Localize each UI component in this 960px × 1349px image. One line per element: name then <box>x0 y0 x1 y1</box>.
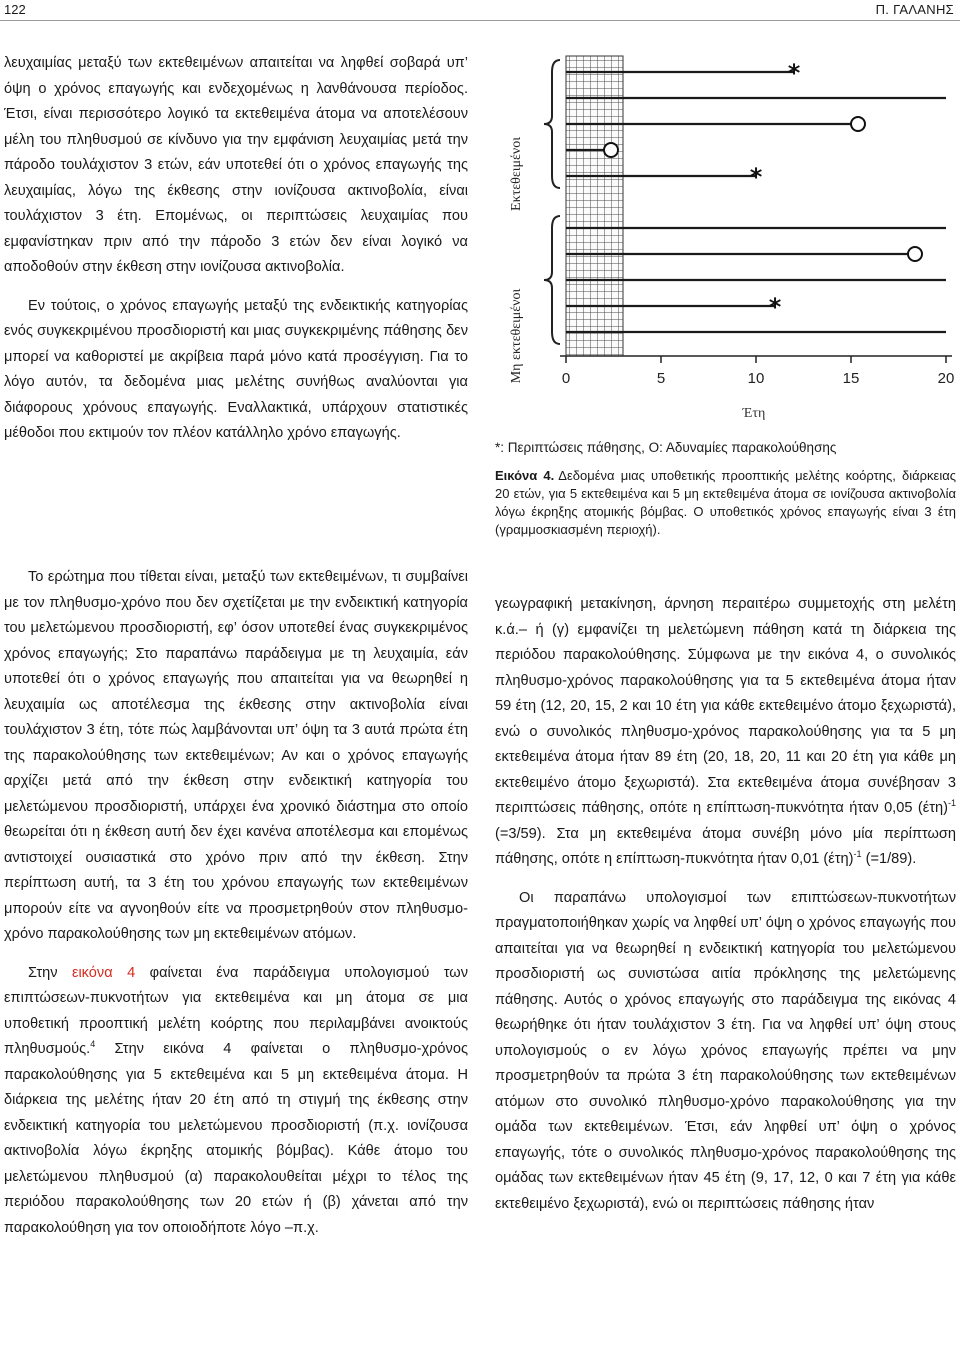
figure-reference-link[interactable]: εικόνα 4 <box>71 964 136 981</box>
group-brace <box>544 216 560 344</box>
x-tick-label: 15 <box>842 370 860 387</box>
text-run: (=1/89). <box>861 851 917 867</box>
loss-to-follow-up-marker <box>851 117 865 131</box>
unexposed-group-label: Μη εκτεθειμένοι <box>509 288 524 384</box>
left-column-top <box>4 51 468 447</box>
text-run: Στην εικόνα 4 φαίνεται ο πληθυσμο-χρόνος παρακολούθησης για 5 εκτεθειμένα και 5 μη εκτεθειμένα άτομα. Η διάρκεια της μελέτης ήταν 20 έτη από τη στιγμή της έκθεσης στην ενδεικτική κατηγορία του μελετώμενου προσδιοριστή (π.χ. ιονίζουσα ακτινοβολία λόγω έκρηξης ατομικής βόμβας). Κάθε άτομο του μελετώμενου πληθυσμού (α) παρακολουθείται μέχρι το τέλος της περιόδου παρακολούθησης των 20 ετών ή (β) χάνεται από την παρακολούθηση για τον οποιοδήποτε λόγο –π.χ. <box>4 1041 468 1236</box>
figure-caption <box>495 467 956 539</box>
x-tick-label: 0 <box>561 370 571 387</box>
paragraph: Εν τούτοις, ο χρόνος επαγωγής μεταξύ της ενδεικτικής κατηγορίας ενός συγκεκριμένου προσδιοριστή και μιας συγκεκριμένης πάθησης δεν μπορεί να καθοριστεί με ακρίβεια παρά μόνο κατά προσέγγιση. Για το λόγο αυτόν, τα δεδομένα μιας μελέτης συνήθως αναλύονται για διάφορους χρόνους επαγωγής. Εναλλακτικά, υπάρχουν στατιστικές μέθοδοι που εκτιμούν τον πλέον κατάλληλο χρόνο επαγωγής. <box>4 297 468 441</box>
caption-label: Εικόνα 4. <box>495 468 555 483</box>
text-run: Στην <box>28 964 72 981</box>
paragraph <box>495 592 956 873</box>
text-run: (=3/59). Στα μη εκτεθειμένα άτομα συνέβη μόνο μία περίπτωση πάθησης, οπότε η επίπτωση-πυκνότητα ήταν 0,01 (έτη) <box>495 825 956 867</box>
figure-4 <box>492 46 956 438</box>
left-column-bottom <box>4 565 468 1241</box>
page-number: 122 <box>4 2 26 17</box>
header-rule <box>0 20 960 21</box>
paragraph: Οι παραπάνω υπολογισμοί των επιπτώσεων-πυκνοτήτων πραγματοποιήθηκαν χωρίς να ληφθεί υπ’ όψη ο χρόνος επαγωγής που απαιτείται για να θεωρηθεί η ενδεικτική κατηγορία του μελετώμενου προσδιοριστή ως συνιστώσα αιτία πρόκλησης της μελετώμενης πάθησης. Αυτός ο χρόνος επαγωγής στο παράδειγμα της εικόνας 4 θεωρήθηκε ότι ήταν τουλάχιστον 3 έτη. Για να ληφθεί υπ’ όψη στους υπολογισμούς ο εν λόγω χρόνος επαγωγής πρέπει να μην προσμετρηθούν τα πρώτα 3 έτη παρακολούθησης των εκτεθειμένων ατόμων στο συνολικό πληθυσμο-χρόνο παρακολούθησης για την ομάδα των εκτεθειμένων. Έτσι, εάν ληφθεί υπ’ όψη ο χρόνος επαγωγής, τότε ο συνολικός πληθυσμο-χρόνος παρακολούθησης της ομάδας των εκτεθειμένων ήταν 45 έτη (9, 17, 12, 0 και 7 έτη για κάθε εκτεθειμένο ξεχωριστά), ενώ οι περιπτώσεις πάθησης ήταν <box>495 889 956 1212</box>
loss-to-follow-up-marker <box>908 247 922 261</box>
x-axis-label: Έτη <box>742 406 766 421</box>
citation-superscript: 4 <box>90 1039 96 1050</box>
induction-period-region <box>566 56 623 356</box>
exponent-superscript: -1 <box>853 849 862 860</box>
caption-text: Δεδομένα μιας υποθετικής προοπτικής μελέτης κοόρτης, διάρκειας 20 ετών, για 5 εκτεθειμένα και 5 μη εκτεθειμένα άτομα σε ιονίζουσα ακτινοβολία λόγω έκρηξης ατομικής βόμβας. Ο υποθετικός χρόνος επαγωγής είναι 3 έτη (γραμμοσκιασμένη περιοχή). <box>495 468 956 537</box>
exponent-superscript: -1 <box>947 798 956 809</box>
loss-to-follow-up-marker <box>604 143 618 157</box>
right-column-bottom <box>495 592 956 1217</box>
text-run: φαίνεται ένα παράδειγμα υπολογισμού των επιπτώσεων-πυκνοτήτων για εκτεθειμένα και μη άτομα σε μια υποθετική προοπτική μελέτη κοόρτης που περιλαμβάνει ανοικτούς πληθυσμούς. <box>4 964 468 1057</box>
case-marker: * <box>787 59 801 87</box>
figure-4-chart <box>492 46 956 438</box>
paragraph: Το ερώτημα που τίθεται είναι, μεταξύ των εκτεθειμένων, τι συμβαίνει με τον πληθυσμο-χρόνο που δεν σχετίζεται με την ενδεικτική κατηγορία του μελετώμενου προσδιοριστή, εφ’ όσον υποτεθεί ένας συγκεκριμένος χρόνος επαγωγής; Στο παραπάνω παράδειγμα με τη λευχαιμία, εάν υποτεθεί ότι ο χρόνος επαγωγής που απαιτείται για να θεωρηθεί η λευχαιμία ως αποτέλεσμα της έκθεσης στην ακτινοβολία είναι τουλάχιστον 3 έτη, τότε πώς λαμβάνονται υπ’ όψη τα 3 αυτά πρώτα έτη της παρακολούθησης των εκτεθειμένων; Αν και ο χρόνος επαγωγής αρχίζει μετά από την έκθεση στην ενδεικτική κατηγορία του μελετώμενου προσδιοριστή, υπάρχει ένα χρονικό διάστημα στο οποίο θεωρείται ότι η έκθεση αυτή δεν έχει κανένα αποτέλεσμα και επομένως αντιστοιχεί ουσιαστικά στο χρόνο πριν από την έκθεση. Στην περίπτωση αυτή, τα 3 έτη του χρόνου επαγωγής των εκτεθειμένων μπορούν είτε να αγνοηθούν είτε να προσμετρηθούν στον πληθυσμο-χρόνο παρακολούθησης των μη εκτεθειμένων ατόμων. <box>4 569 468 942</box>
page-header <box>0 0 960 20</box>
case-marker: * <box>749 163 763 191</box>
case-marker: * <box>768 293 782 321</box>
figure-legend-note: *: Περιπτώσεις πάθησης, Ο: Αδυναμίες παρακολούθησης <box>495 440 837 455</box>
x-tick-label: 10 <box>747 370 765 387</box>
paragraph <box>4 961 468 1242</box>
running-head: Π. ΓΑΛΑΝΗΣ <box>875 2 954 17</box>
text-run: γεωγραφική μετακίνηση, άρνηση περαιτέρω συμμετοχής στη μελέτη κ.ά.– ή (γ) εμφανίζει τη μελετώμενη πάθηση κατά τη διάρκεια της περιόδου παρακολούθησης. Σύμφωνα με την εικόνα 4, ο συνολικός πληθυσμο-χρόνος παρακολούθησης για τα 5 εκτεθειμένα άτομα ήταν 59 έτη (12, 20, 15, 2 και 10 έτη για κάθε εκτεθειμένο άτομο ξεχωριστά), ενώ ο συνολικός πληθυσμο-χρόνος παρακολούθησης για τα 5 μη εκτεθειμένα άτομα ήταν 89 έτη (20, 18, 20, 11 και 20 έτη για κάθε μη εκτεθειμένο άτομο ξεχωριστά). Στα εκτεθειμένα άτομα συνέβησαν 3 περιπτώσεις πάθησης, οπότε η επίπτωση-πυκνότητα ήταν 0,05 (έτη) <box>495 596 956 816</box>
x-tick-label: 5 <box>656 370 666 387</box>
x-tick-label: 20 <box>937 370 955 387</box>
paragraph: λευχαιμίας μεταξύ των εκτεθειμένων απαιτείται να ληφθεί σοβαρά υπ’ όψη ο χρόνος επαγωγής και ενδεχομένως η λανθάνουσα περίοδος. Έτσι, είναι περισσότερο λογικό τα εκτεθειμένα άτομα να αποτελέσουν μέλη του πληθυσμού σε κίνδυνο για την εμφάνιση λευχαιμίας μετά την πάροδο τουλάχιστον 3 ετών, εάν υποτεθεί ότι ο χρόνος επαγωγής της λευχαιμίας, λόγω της έκθεσης στην ιονίζουσα ακτινοβολία, είναι τουλάχιστον 3 έτη. Επομένως, οι περιπτώσεις λευχαιμίας που εμφανίστηκαν πριν από την πάροδο 3 ετών δεν είναι λογικό να αποδοθούν στην έκθεση στην ιονίζουσα ακτινοβολία. <box>4 55 468 275</box>
exposed-group-label: Εκτεθειμένοι <box>509 137 524 211</box>
group-brace <box>544 60 560 188</box>
